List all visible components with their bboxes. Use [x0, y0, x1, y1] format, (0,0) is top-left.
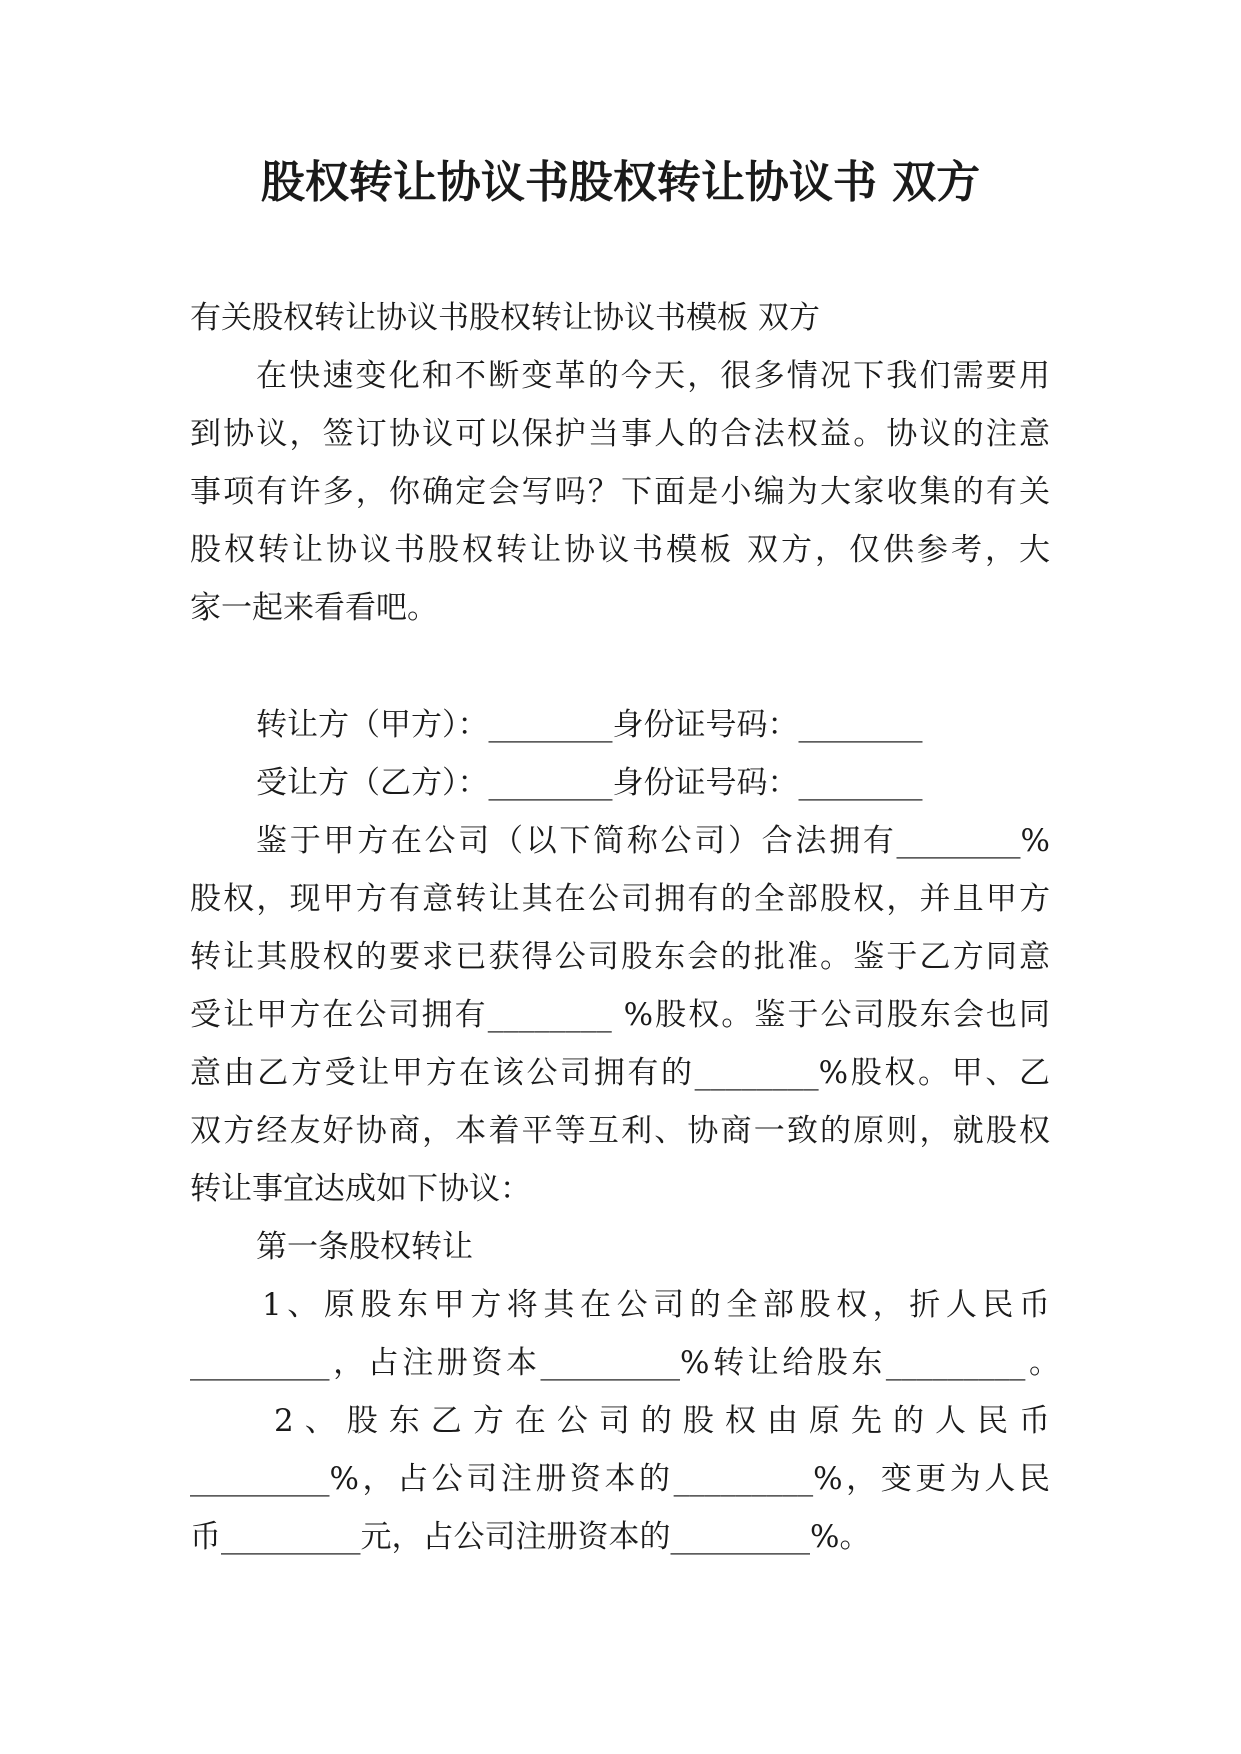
transferor-line: 转让方（甲方）：________身份证号码：________ — [256, 707, 923, 743]
recital-paragraph-line: 意由乙方受让甲方在该公司拥有的________%股权。甲、乙 — [190, 1055, 1050, 1091]
recital-paragraph-line: 双方经友好协商，本着平等互利、协商一致的原则，就股权 — [190, 1113, 1050, 1149]
clause-line: 2、股东乙方在公司的股权由原先的人民币 — [274, 1403, 1050, 1439]
recital-paragraph-line: 受让甲方在公司拥有________ %股权。鉴于公司股东会也同 — [190, 997, 1050, 1033]
clause-line: _________，占注册资本_________%转让给股东_________。 — [190, 1345, 1060, 1381]
recital-paragraph-line: 转让事宜达成如下协议： — [190, 1171, 531, 1207]
recital-paragraph-line: 股权，现甲方有意转让其在公司拥有的全部股权，并且甲方 — [190, 881, 1050, 917]
recital-paragraph-line: 鉴于甲方在公司（以下简称公司）合法拥有________% — [256, 823, 1050, 859]
clause-line: _________%，占公司注册资本的_________%，变更为人民 — [190, 1461, 1050, 1497]
document-title: 股权转让协议书股权转让协议书 双方 — [260, 157, 981, 208]
transferee-line: 受让方（乙方）：________身份证号码：________ — [256, 765, 923, 801]
intro-paragraph-line: 股权转让协议书股权转让协议书模板 双方，仅供参考，大 — [190, 532, 1050, 568]
intro-paragraph-line: 事项有许多，你确定会写吗？下面是小编为大家收集的有关 — [190, 474, 1050, 510]
intro-heading: 有关股权转让协议书股权转让协议书模板 双方 — [190, 300, 820, 336]
recital-paragraph-line: 转让其股权的要求已获得公司股东会的批准。鉴于乙方同意 — [190, 939, 1050, 975]
article-heading: 第一条股权转让 — [256, 1229, 473, 1265]
clause-line: 1、原股东甲方将其在公司的全部股权，折人民币 — [262, 1287, 1050, 1323]
intro-paragraph-line: 在快速变化和不断变革的今天，很多情况下我们需要用 — [256, 358, 1050, 394]
intro-paragraph-line: 家一起来看看吧。 — [190, 590, 438, 626]
intro-paragraph-line: 到协议，签订协议可以保护当事人的合法权益。协议的注意 — [190, 416, 1050, 452]
clause-line: 币_________元，占公司注册资本的_________%。 — [190, 1519, 871, 1555]
